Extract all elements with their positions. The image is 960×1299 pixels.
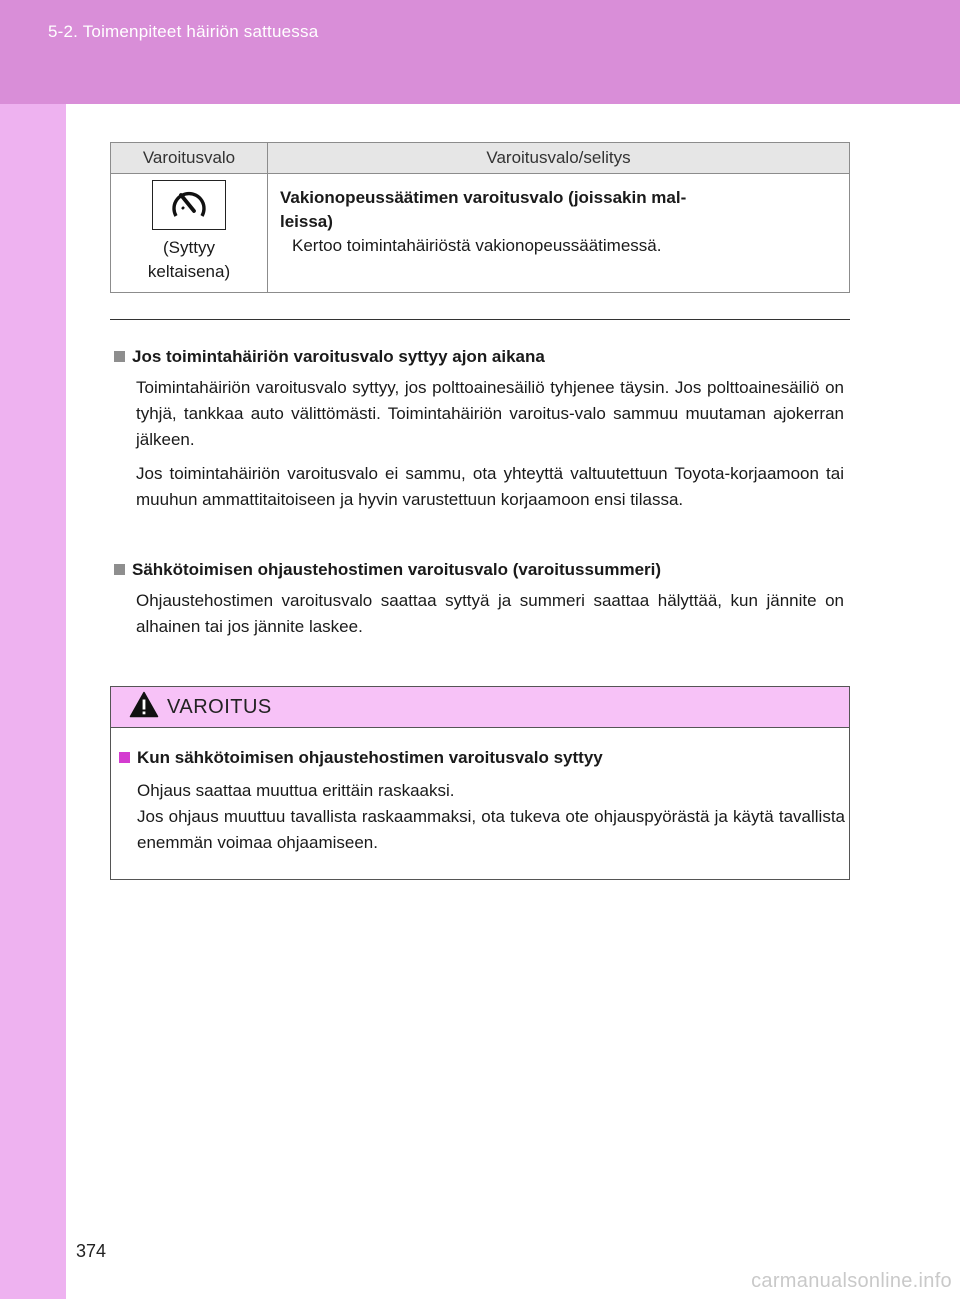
bullet-square-icon	[114, 351, 125, 362]
section-heading: Jos toimintahäiriön varoitusvalo syttyy ajon aikana	[132, 347, 545, 366]
section-paragraph: Jos toimintahäiriön varoitusvalo ei sammu, ota yhteyttä valtuutettuun Toyota-korjaamoon tai muuhun ammattitaitoiseen ja hyvin varustettuun korjaamoon ensi tilassa.	[136, 464, 844, 509]
section-paragraph: Toimintahäiriön varoitusvalo syttyy, jos polttoainesäiliö tyhjenee täysin. Jos polttoainesäiliö on tyhjä, tankkaa auto välittömästi. Toimintahäiriön varoitus-valo sammuu muutaman ajokerran jälkeen.	[136, 378, 844, 449]
caution-body	[111, 728, 849, 856]
section-title: 5-2. Toimenpiteet häiriön sattuessa	[48, 22, 319, 41]
caution-text-1: Ohjaus saattaa muuttua erittäin raskaaksi.	[137, 781, 455, 800]
section-divider	[110, 319, 850, 320]
section-power-steering-light	[114, 558, 844, 640]
side-band	[0, 104, 66, 1299]
warning-light-title-line-2: leissa)	[280, 212, 333, 231]
watermark: carmanualsonline.info	[751, 1270, 952, 1292]
caution-heading: Kun sähkötoimisen ohjaustehostimen varoitusvalo syttyy	[137, 748, 603, 767]
description-cell	[268, 174, 850, 293]
table-row	[111, 174, 850, 293]
icon-caption-line-2: keltaisena)	[147, 262, 231, 281]
table-header-row	[111, 143, 850, 174]
caution-title: VAROITUS	[167, 695, 272, 718]
section-heading: Sähkötoimisen ohjaustehostimen varoitusvalo (varoitussummeri)	[132, 560, 662, 579]
caution-box	[110, 686, 850, 880]
section-paragraph: Ohjaustehostimen varoitusvalo saattaa syttyä ja summeri saattaa hälyttää, kun jännite on alhainen tai jos jännite laskee.	[136, 591, 844, 636]
icon-caption-line-1: (Syttyy	[163, 238, 215, 257]
cruise-control-speedometer-icon	[152, 180, 226, 230]
warning-triangle-icon	[129, 691, 159, 723]
warning-light-description: Kertoo toimintahäiriöstä vakionopeussäätimessä.	[292, 236, 662, 255]
caution-text-2: Jos ohjaus muuttuu tavallista raskaammaksi, ota tukeva ote ohjauspyörästä ja käytä tavallista enemmän voimaa ohjaamiseen.	[137, 807, 845, 852]
caution-header	[111, 687, 849, 728]
page-number: 374	[76, 1241, 107, 1261]
warning-light-table	[110, 142, 850, 293]
header-band	[0, 0, 960, 104]
icon-cell	[111, 174, 268, 293]
column-header-description: Varoitusvalo/selitys	[268, 143, 850, 174]
bullet-square-icon	[119, 752, 130, 763]
warning-light-title-line-1: Vakionopeussäätimen varoitusvalo (joissakin mal-	[280, 188, 687, 207]
column-header-warning-light: Varoitusvalo	[111, 143, 268, 174]
section-malfunction-light	[114, 345, 844, 513]
bullet-square-icon	[114, 564, 125, 575]
